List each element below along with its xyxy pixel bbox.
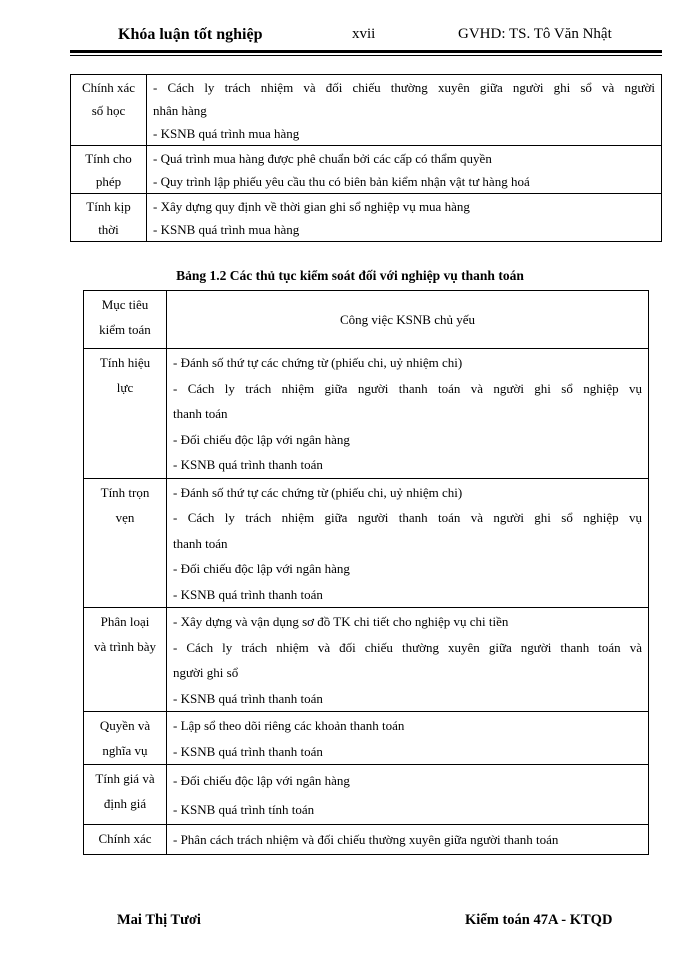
table-caption: Bảng 1.2 Các thủ tục kiểm soát đối với nghiệp vụ thanh toán bbox=[176, 268, 524, 283]
objective-cell bbox=[71, 146, 147, 194]
procedure-line: - KSNB quá trình thanh toán bbox=[173, 586, 323, 602]
procedure-line: - Đối chiếu độc lập với ngân hàng bbox=[173, 773, 350, 788]
header-content-cell bbox=[167, 291, 649, 349]
header-content-label: Công việc KSNB chủ yếu bbox=[339, 312, 476, 328]
procedure-line: - KSNB quá trình mua hàng bbox=[153, 222, 300, 237]
objective-cell bbox=[71, 75, 147, 146]
objective-label: Tính hiệu bbox=[99, 355, 151, 370]
procedure-line: - Đánh số thứ tự các chứng từ (phiếu chi, uỷ nhiệm chi) bbox=[173, 355, 463, 370]
procedure-line: - Phân cách trách nhiệm và đối chiếu thường xuyên giữa người thanh toán bbox=[173, 832, 559, 847]
header-objective-cell bbox=[84, 291, 167, 349]
procedure-cell bbox=[147, 194, 662, 242]
procedure-line: thanh toán bbox=[173, 535, 228, 551]
objective-label: định giá bbox=[103, 796, 147, 811]
table-row bbox=[71, 194, 662, 242]
procedure-line: người ghi sổ bbox=[173, 665, 239, 680]
procedure-line: nhân hàng bbox=[153, 103, 207, 118]
procedure-cell bbox=[167, 765, 649, 825]
objective-label: Tính kịp bbox=[86, 199, 131, 214]
procedure-line: thanh toán bbox=[173, 406, 228, 421]
thesis-title: Khóa luận tốt nghiệp bbox=[118, 26, 263, 43]
objective-label: Chính xác bbox=[81, 80, 136, 95]
table-row bbox=[84, 712, 649, 765]
table-row bbox=[84, 608, 649, 712]
advisor-name: GVHD: TS. Tô Văn Nhật bbox=[458, 26, 612, 42]
objective-cell bbox=[84, 478, 167, 608]
procedure-line: - Đối chiếu độc lập với ngân hàng bbox=[173, 561, 350, 576]
procedure-line: - Cách ly trách nhiệm và đối chiếu thường xuyên giữa người thanh toán và bbox=[173, 639, 642, 655]
procedure-line: - Đối chiếu độc lập với ngân hàng bbox=[173, 431, 350, 447]
objective-label: thời bbox=[98, 222, 119, 237]
table-row bbox=[71, 146, 662, 194]
procedure-line: - Cách ly trách nhiệm giữa người thanh toán và người ghi sổ nghiệp vụ bbox=[173, 380, 642, 396]
header-rule-thin bbox=[70, 55, 662, 56]
procedure-line: - KSNB quá trình tính toán bbox=[173, 802, 315, 817]
procedure-line: - Xây dựng và vận dụng sơ đồ TK chi tiết cho nghiệp vụ chi tiền bbox=[173, 614, 509, 629]
objective-label: Quyền và bbox=[99, 718, 151, 733]
objective-label: Tính trọn bbox=[100, 484, 150, 500]
procedure-line: - KSNB quá trình mua hàng bbox=[153, 126, 300, 141]
procedure-line: - Lập sổ theo dõi riêng các khoản thanh toán bbox=[173, 718, 405, 733]
procedure-line: - Đánh số thứ tự các chứng từ (phiếu chi, uỷ nhiệm chi) bbox=[173, 484, 463, 500]
objective-label: lực bbox=[116, 380, 134, 395]
objective-label: vẹn bbox=[115, 509, 135, 525]
table-row bbox=[84, 478, 649, 608]
objective-cell bbox=[84, 349, 167, 479]
table-row bbox=[71, 75, 662, 146]
objective-cell bbox=[71, 194, 147, 242]
table-row bbox=[84, 825, 649, 855]
payment-control-table bbox=[83, 290, 649, 855]
objective-label: Tính giá và bbox=[95, 771, 155, 786]
objective-cell bbox=[84, 608, 167, 712]
table-header-row bbox=[84, 291, 649, 349]
objective-label: phép bbox=[95, 174, 122, 189]
objective-label: và trình bày bbox=[93, 639, 157, 654]
objective-cell bbox=[84, 825, 167, 855]
procedure-cell bbox=[147, 75, 662, 146]
class-name: Kiểm toán 47A - KTQD bbox=[465, 912, 613, 928]
header-objective-line: kiểm toán bbox=[99, 322, 151, 337]
table-row bbox=[84, 349, 649, 479]
procedure-cell bbox=[147, 146, 662, 194]
header-objective-line: Mục tiêu bbox=[101, 297, 149, 312]
procedure-cell bbox=[167, 825, 649, 855]
procedure-line: - KSNB quá trình thanh toán bbox=[173, 743, 323, 759]
procedure-line: - Quy trình lập phiếu yêu cầu thu có biên bản kiểm nhận vật tư hàng hoá bbox=[153, 174, 530, 189]
objective-label: Chính xác bbox=[98, 831, 152, 846]
objective-label: số học bbox=[91, 103, 126, 118]
procedure-line: - KSNB quá trình thanh toán bbox=[173, 457, 323, 472]
objective-label: Phân loại bbox=[100, 614, 150, 629]
author-name: Mai Thị Tươi bbox=[117, 912, 201, 928]
procedure-cell bbox=[167, 349, 649, 479]
procedure-cell bbox=[167, 712, 649, 765]
procedure-line: - Cách ly trách nhiệm và đối chiếu thường xuyên giữa người ghi sổ và người bbox=[153, 80, 655, 95]
procedure-cell bbox=[167, 608, 649, 712]
procedure-line: - KSNB quá trình thanh toán bbox=[173, 690, 323, 706]
objective-label: nghĩa vụ bbox=[102, 743, 148, 758]
page-header bbox=[0, 26, 700, 48]
procedure-line: - Quá trình mua hàng được phê chuẩn bởi các cấp có thẩm quyền bbox=[153, 151, 492, 166]
header-rule-thick bbox=[70, 50, 662, 53]
objective-cell bbox=[84, 712, 167, 765]
procedure-cell bbox=[167, 478, 649, 608]
objective-label: Tính cho bbox=[85, 151, 132, 166]
table-row bbox=[84, 765, 649, 825]
objective-cell bbox=[84, 765, 167, 825]
purchase-control-table bbox=[70, 74, 662, 242]
procedure-line: - Cách ly trách nhiệm giữa người thanh toán và người ghi sổ nghiệp vụ bbox=[173, 510, 642, 525]
procedure-line: - Xây dựng quy định về thời gian ghi sổ nghiệp vụ mua hàng bbox=[153, 199, 470, 214]
page-number: xvii bbox=[352, 26, 376, 42]
